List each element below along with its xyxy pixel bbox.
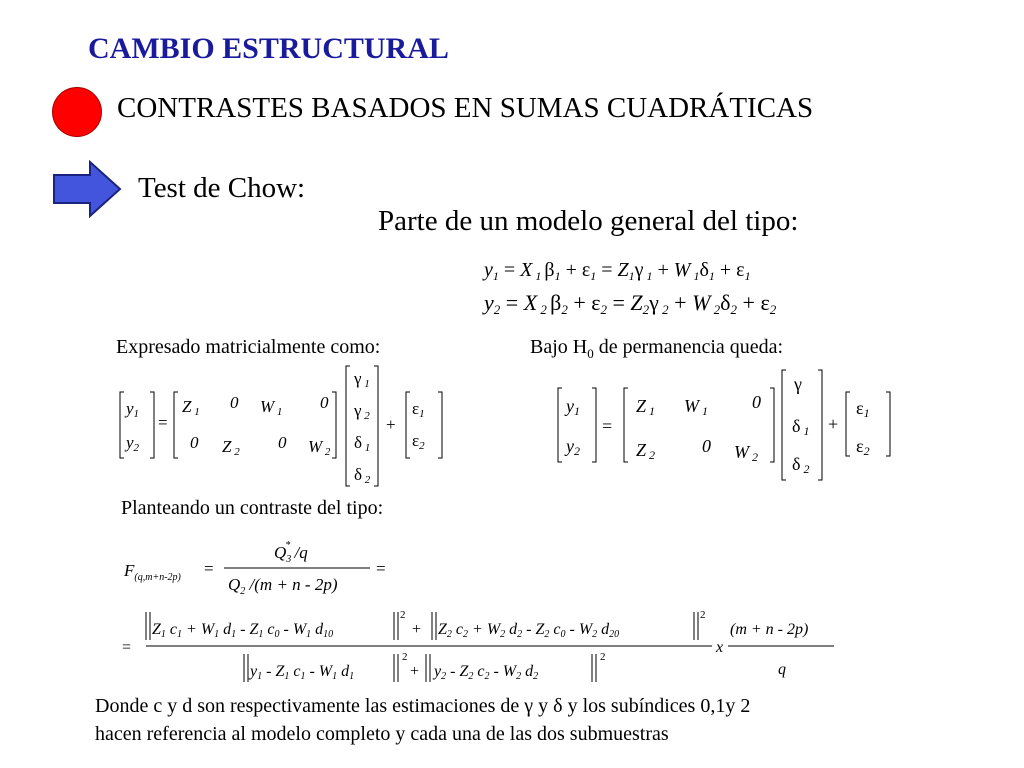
- contrast-intro: Planteando un contraste del tipo:: [121, 497, 384, 519]
- svg-text:+: +: [412, 621, 422, 638]
- svg-text:δ 1: δ 1: [354, 433, 371, 454]
- svg-text:γ 1: γ 1: [354, 369, 370, 390]
- svg-text:δ 2: δ 2: [354, 465, 371, 486]
- model-intro: Parte de un modelo general del tipo:: [378, 205, 799, 237]
- svg-text:Z2 c2 + W2 d2 - Z2 c0 - W2 d20: Z2 c2 + W2 d2 - Z2 c0 - W2 d20: [438, 621, 620, 640]
- svg-text:y1: y1: [126, 399, 140, 420]
- svg-text:W 1: W 1: [684, 396, 708, 418]
- matrix-intro: Expresado matricialmente como:: [116, 336, 381, 358]
- svg-text:ε2: ε2: [412, 431, 425, 452]
- svg-text:W 2: W 2: [734, 442, 758, 464]
- svg-text:Z 2: Z 2: [636, 440, 656, 462]
- red-circle-bullet-icon: [52, 87, 102, 137]
- note-text: [95, 692, 750, 748]
- slide-title: CAMBIO ESTRUCTURAL: [88, 32, 449, 65]
- svg-text:γ: γ: [794, 374, 802, 394]
- svg-text:Q3* /q: $Q_3*$ /q: [274, 540, 308, 565]
- svg-text:0: 0: [278, 433, 287, 452]
- svg-text:(m + n - 2p): (m + n - 2p): [730, 621, 809, 638]
- svg-text:0: 0: [702, 436, 711, 456]
- svg-text:ε1: ε1: [412, 399, 425, 420]
- svg-text:ε1: ε1: [856, 398, 870, 420]
- svg-text:0: 0: [752, 392, 761, 412]
- model-equations: [470, 248, 900, 322]
- note-line-1: Donde c y d son respectivamente las estimaciones de γ y δ y los subíndices 0,1y 2: [95, 695, 751, 717]
- svg-text:Z 1: Z 1: [182, 397, 200, 418]
- null-hypothesis-intro: Bajo $H_0$ de permanencia queda:: [530, 336, 784, 361]
- svg-text:δ 2: δ 2: [792, 454, 810, 476]
- svg-text:Z 1: Z 1: [636, 396, 656, 418]
- svg-text:+: +: [410, 663, 420, 680]
- svg-text:F(q,m+n-2p): $F_{(q,m+n-2p)}$: [124, 561, 181, 583]
- svg-text:y2: y2: [566, 436, 580, 458]
- matrix-equation-full: [110, 362, 460, 494]
- svg-text:y2 - Z2 c2 - W2 d2: y2 - Z2 c2 - W2 d2: [434, 663, 539, 682]
- svg-text:W 2: W 2: [308, 437, 331, 458]
- svg-text:2: 2: [402, 651, 408, 663]
- svg-text:Z 2: Z 2: [222, 437, 240, 458]
- f-statistic-definition: [118, 532, 408, 604]
- note-line-2: hacen referencia al modelo completo y cada una de las dos submuestras: [95, 723, 669, 745]
- svg-text:0: 0: [230, 393, 239, 412]
- svg-text:x: x: [716, 639, 724, 656]
- svg-text:2: 2: [400, 609, 406, 621]
- svg-text:=: =: [204, 559, 214, 578]
- svg-text:Z1 c1 + W1 d1 - Z1 c0 - W1 d10: Z1 c1 + W1 d1 - Z1 c0 - W1 d10: [152, 621, 334, 640]
- svg-text:2: 2: [700, 609, 706, 621]
- svg-text:y2: y2: [126, 433, 140, 454]
- blue-right-arrow-icon: [52, 160, 122, 218]
- test-label: Test de Chow:: [138, 172, 306, 204]
- svg-text:+: +: [828, 414, 839, 434]
- svg-text:=: =: [376, 559, 386, 578]
- svg-text:y1 - Z1 c1 - W1 d1: y1 - Z1 c1 - W1 d1: [250, 663, 355, 682]
- svg-text:q: q: [778, 661, 786, 678]
- svg-text:γ 2: γ 2: [354, 401, 370, 422]
- svg-text:=: =: [158, 413, 168, 432]
- svg-text:+: +: [386, 415, 396, 434]
- svg-text:W 1: W 1: [260, 397, 283, 418]
- slide-subtitle: CONTRASTES BASADOS EN SUMAS CUADRÁTICAS: [117, 92, 814, 124]
- svg-text:2: 2: [600, 651, 606, 663]
- svg-text:ε2: ε2: [856, 436, 870, 458]
- equation-y2: y2 = X 2 β2 + ε2 = Z2γ 2 + W 2δ2 + ε2: [484, 290, 777, 317]
- svg-text:δ 1: δ 1: [792, 416, 810, 438]
- svg-text:=: =: [602, 416, 613, 436]
- equation-y1: $y_1 = X$ $_1$ $\beta_1 + \varepsilon_1 = Z_1\gamma$ $_1$ + W $_1\delta_1 + \varepsilon_1$: [484, 259, 751, 283]
- svg-text:0: 0: [320, 393, 329, 412]
- expanded-formula: [116, 604, 856, 688]
- svg-text:Q2 /(m + n - 2p): $Q_2$ /(m + n - 2p): [228, 575, 338, 597]
- svg-text:0: 0: [190, 433, 199, 452]
- svg-text:y1: y1: [566, 396, 580, 418]
- matrix-equation-null: [552, 366, 902, 488]
- svg-text:=: =: [122, 639, 132, 656]
